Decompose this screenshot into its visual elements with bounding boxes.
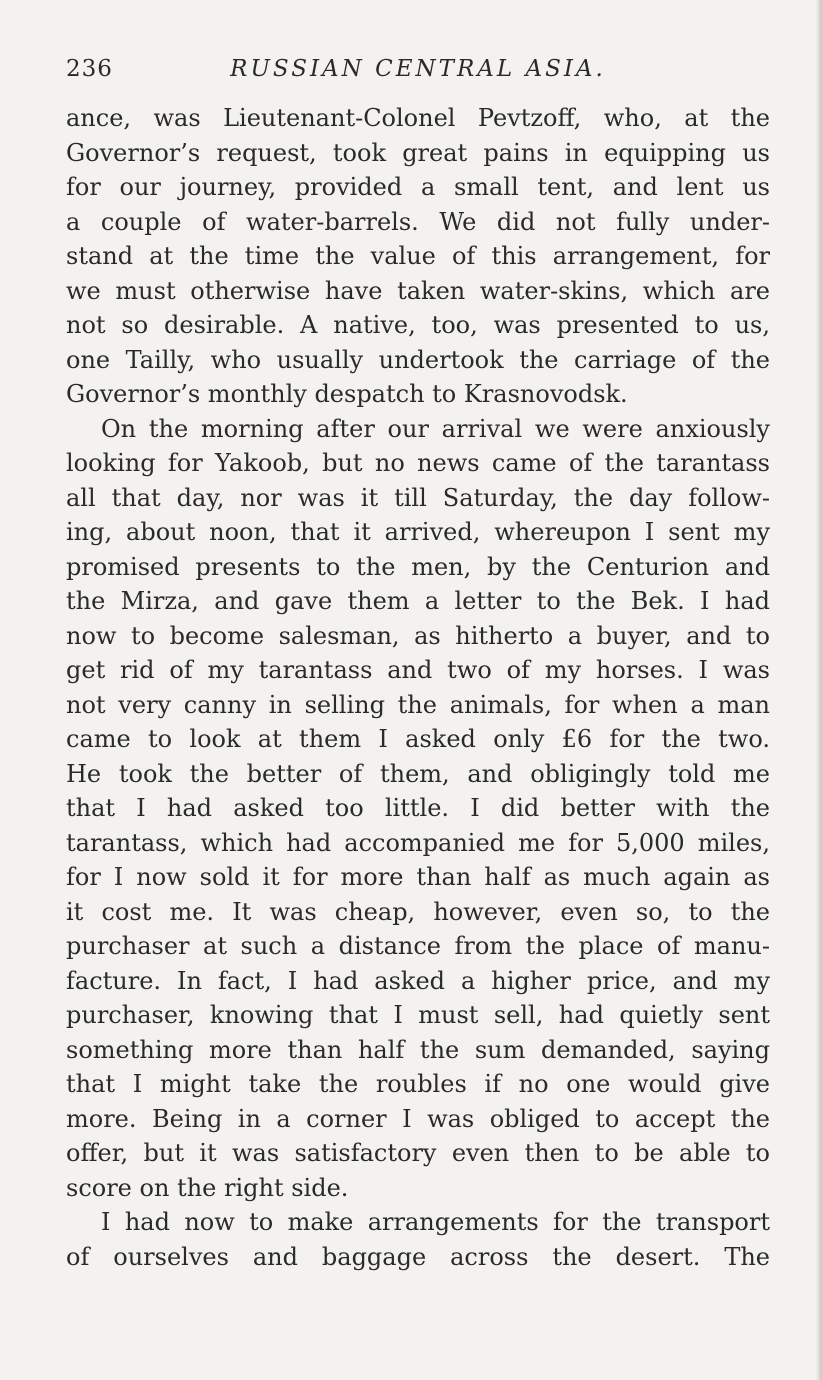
text-line: for I now sold it for more than half as much again as <box>66 863 770 891</box>
text-line: came to look at them I asked only £6 for the two. <box>66 725 770 753</box>
text-line: that I had asked too little. I did better with the <box>66 794 770 822</box>
paragraph-first-line: On the morning after our arrival we were anxiously <box>101 414 770 443</box>
text-line: that I might take the roubles if no one would give <box>66 1070 770 1098</box>
text-line: for our journey, provided a small tent, and lent us <box>66 173 770 201</box>
text-line: He took the better of them, and obligingly told me <box>66 759 770 788</box>
text-line: it cost me. It was cheap, however, even so, to the <box>66 897 770 926</box>
paragraph-end-line: Governor’s monthly despatch to Krasnovodsk. <box>66 380 628 408</box>
text-line: purchaser, knowing that I must sell, had quietly sent <box>66 1001 770 1029</box>
text-line: more. Being in a corner I was obliged to accept the <box>66 1104 770 1133</box>
text-line: one Tailly, who usually undertook the carriage of the <box>66 345 770 374</box>
text-line: we must otherwise have taken water-skins, which are <box>66 276 770 305</box>
text-line: the Mirza, and gave them a letter to the Bek. I had <box>66 587 770 615</box>
text-line: tarantass, which had accompanied me for 5,000 miles, <box>66 828 770 857</box>
text-line: ing, about noon, that it arrived, whereupon I sent my <box>66 518 770 546</box>
text-line: promised presents to the men, by the Centurion and <box>66 552 770 581</box>
paragraph-end-line: score on the right side. <box>66 1173 349 1202</box>
page-header <box>66 56 770 90</box>
text-line: all that day, nor was it till Saturday, the day follow- <box>66 483 770 512</box>
text-line: stand at the time the value of this arrangement, for <box>66 242 770 270</box>
text-line: Governor’s request, took great pains in equipping us <box>66 138 770 167</box>
text-line: something more than half the sum demanded, saying <box>66 1035 770 1064</box>
text-line: facture. In fact, I had asked a higher price, and my <box>66 966 770 995</box>
text-line: offer, but it was satisfactory even then to be able to <box>66 1139 770 1167</box>
text-line: a couple of water-barrels. We did not fully under- <box>66 207 770 236</box>
text-line: get rid of my tarantass and two of my horses. I was <box>66 656 770 684</box>
text-line: not very canny in selling the animals, for when a man <box>66 690 770 719</box>
page-edge-shadow <box>816 0 822 1380</box>
body-text <box>66 101 770 1274</box>
text-line: looking for Yakoob, but no news came of the tarantass <box>66 449 770 477</box>
text-line: purchaser at such a distance from the place of manu- <box>66 932 770 960</box>
text-line: ance, was Lieutenant-Colonel Pevtzoff, who, at the <box>66 104 770 132</box>
running-head: RUSSIAN CENTRAL ASIA. <box>230 56 606 82</box>
text-line: of ourselves and baggage across the desert. The <box>66 1242 770 1271</box>
text-line: now to become salesman, as hitherto a buyer, and to <box>66 621 770 650</box>
page-number: 236 <box>66 56 113 82</box>
paragraph-first-line: I had now to make arrangements for the transport <box>101 1208 770 1236</box>
text-line: not so desirable. A native, too, was presented to us, <box>66 311 770 339</box>
